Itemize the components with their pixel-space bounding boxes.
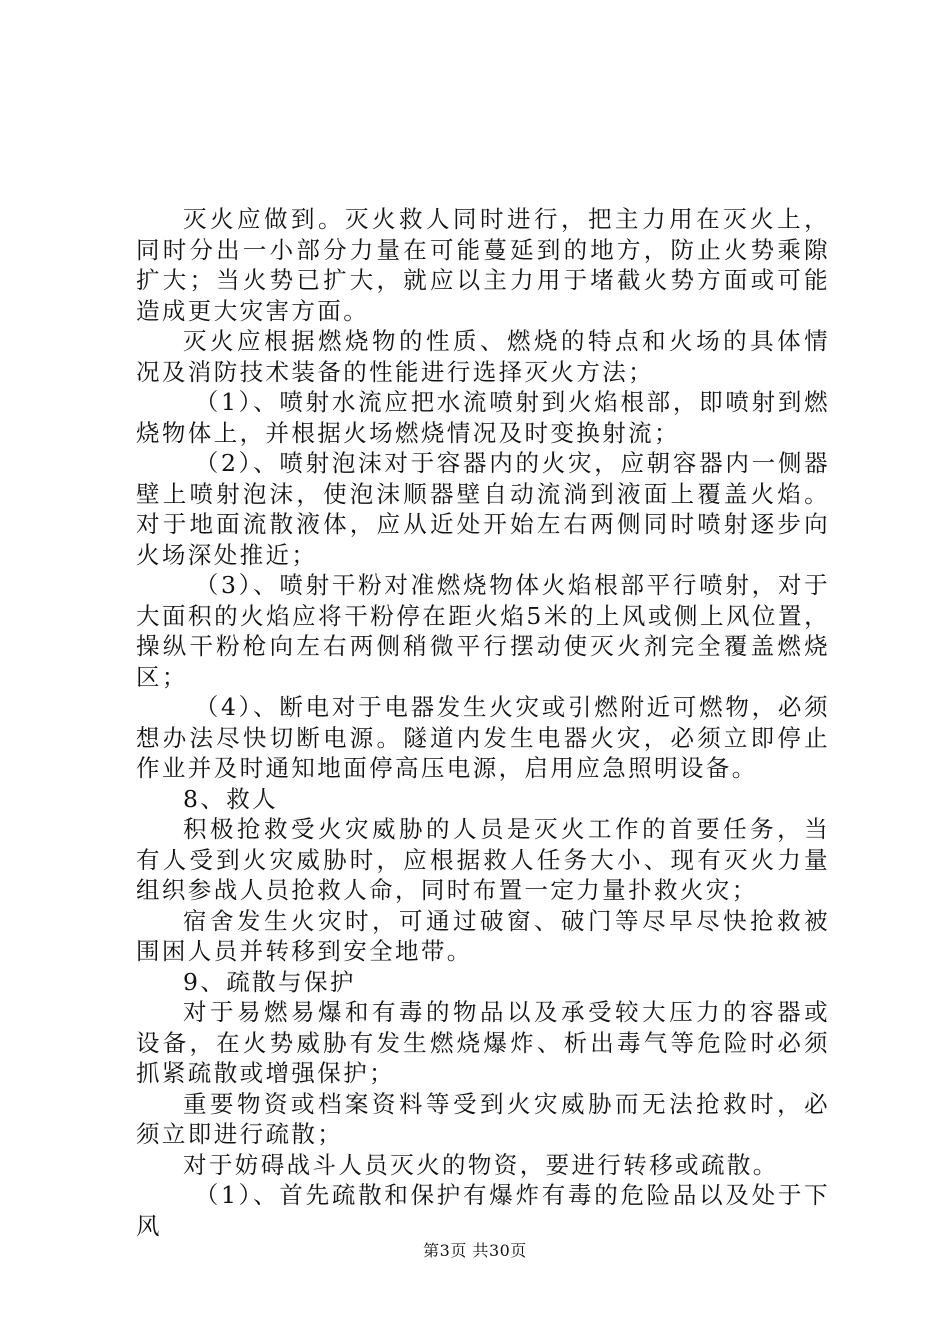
paragraph: 宿舍发生火灾时，可通过破窗、破门等尽早尽快抢救被围困人员并转移到安全地带。 xyxy=(136,906,830,965)
list-item: （3）、喷射干粉对准燃烧物体火焰根部平行喷射，对于大面积的火焰应将干粉停在距火焰5米的上风或侧上风位置，操纵干粉枪向左右两侧稍微平行摆动使灭火剂完全覆盖燃烧区； xyxy=(136,571,830,691)
paragraph: 积极抢救受火灾威胁的人员是灭火工作的首要任务，当有人受到火灾威胁时，应根据救人任务大小、现有灭火力量组织参战人员抢救人命，同时布置一定力量扑救火灾； xyxy=(136,815,830,904)
page-number: 第3页 共30页 xyxy=(423,1241,527,1260)
list-item: （2）、喷射泡沫对于容器内的火灾，应朝容器内一侧器壁上喷射泡沫，使泡沫顺器壁自动流淌到液面上覆盖火焰。对于地面流散液体，应从近处开始左右两侧同时喷射逐步向火场深处推近； xyxy=(136,449,830,569)
section-heading: 8、救人 xyxy=(183,784,279,813)
list-item: （1）、喷射水流应把水流喷射到火焰根部，即喷射到燃烧物体上，并根据火场燃烧情况及时变换射流； xyxy=(136,388,830,447)
list-item: （1）、首先疏散和保护有爆炸有毒的危险品以及处于下风 xyxy=(136,1181,830,1240)
paragraph: 重要物资或档案资料等受到火灾威胁而无法抢救时，必须立即进行疏散； xyxy=(136,1089,830,1148)
paragraph: 灭火应根据燃烧物的性质、燃烧的特点和火场的具体情况及消防技术装备的性能进行选择灭火方法； xyxy=(136,327,830,386)
list-item: （4）、断电对于电器发生火灾或引燃附近可燃物，必须想办法尽快切断电源。隧道内发生电器火灾，必须立即停止作业并及时通知地面停高压电源，启用应急照明设备。 xyxy=(136,693,830,782)
paragraph: 对于易燃易爆和有毒的物品以及承受较大压力的容器或设备，在火势威胁有发生燃烧爆炸、析出毒气等危险时必须抓紧疏散或增强保护； xyxy=(136,998,830,1087)
document-body xyxy=(136,204,830,1241)
section-heading: 9、疏散与保护 xyxy=(183,967,356,996)
paragraph: 对于妨碍战斗人员灭火的物资，要进行转移或疏散。 xyxy=(183,1150,779,1179)
paragraph: 灭火应做到。灭火救人同时进行，把主力用在灭火上，同时分出一小部分力量在可能蔓延到的地方，防止火势乘隙扩大；当火势已扩大，就应以主力用于堵截火势方面或可能造成更大灾害方面。 xyxy=(136,205,830,325)
